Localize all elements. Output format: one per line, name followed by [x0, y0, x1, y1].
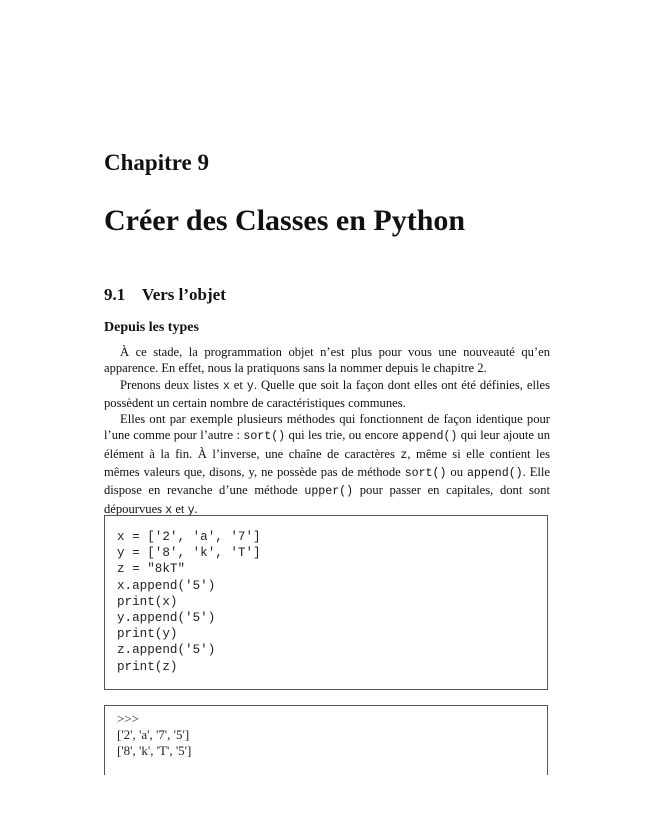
code-line: z.append('5')	[117, 643, 216, 658]
text-run: ou	[446, 465, 467, 480]
inline-code: upper()	[304, 485, 354, 499]
code-line: z = "8kT"	[117, 562, 186, 577]
text-run: et	[229, 377, 247, 392]
inline-code: y	[187, 503, 195, 517]
code-line: y = ['8', 'k', 'T']	[117, 546, 261, 561]
section-title: Vers l’objet	[142, 285, 226, 304]
inline-code: append()	[401, 430, 458, 444]
section-number: 9.1	[104, 285, 126, 304]
inline-code: y	[246, 379, 254, 393]
output-listing	[104, 705, 548, 775]
text-run: .	[194, 501, 198, 516]
code-line: x.append('5')	[117, 578, 216, 593]
inline-code: append()	[466, 467, 523, 481]
text-run: , ne possède pas de méthode	[254, 465, 405, 480]
section-heading	[104, 285, 226, 305]
output-line: ['8', 'k', 'T', '5']	[117, 743, 192, 758]
paragraph-2	[104, 377, 550, 412]
inline-code: x	[165, 503, 173, 517]
code-line: x = ['2', 'a', '7']	[117, 530, 261, 544]
text-run: Elles ont par exemple plusieurs méthodes qui fonctionnent de façon identique pour l’une comme pour l’autre :	[104, 412, 550, 443]
code-listing	[104, 515, 548, 690]
output-line: >>>	[117, 711, 139, 726]
text-run: y	[248, 465, 255, 480]
text-run: . Quelle que soit la façon dont elles ont été définies, elles possèdent un certain nombre de caractéristiques communes.	[104, 377, 550, 410]
subsection-heading: Depuis les types	[104, 320, 199, 335]
text-run: et	[172, 501, 188, 516]
output-line: ['2', 'a', '7', '5']	[117, 727, 190, 742]
paragraph-1: À ce stade, la programmation objet n’est plus pour vous une nouveauté qu’en apparence. En effet, nous la pratiquons sans la nommer depuis le chapitre 2.	[104, 345, 550, 376]
text-run: qui les trie, ou encore	[285, 428, 402, 443]
text-run: , même si elle contient les mêmes valeurs que, disons,	[104, 446, 550, 480]
code-line: print(x)	[117, 594, 178, 609]
inline-code: sort()	[243, 430, 286, 444]
paragraph-3	[104, 411, 550, 519]
code-line: print(y)	[117, 627, 178, 642]
inline-code: x	[222, 379, 230, 393]
text-run: pour passer en capitales, dont sont dépourvues	[104, 483, 550, 516]
chapter-title: Créer des Classes en Python	[104, 204, 466, 237]
inline-code: z	[400, 448, 408, 462]
text-run: . Elle dispose en revanche d’une méthode	[104, 465, 551, 498]
code-line: print(z)	[117, 659, 178, 674]
inline-code: sort()	[404, 467, 447, 481]
code-line: y.append('5')	[117, 611, 216, 626]
body-text	[104, 344, 550, 519]
chapter-label: Chapitre 9	[104, 150, 209, 175]
text-run: Prenons deux listes	[120, 377, 223, 392]
text-run: qui leur ajoute un élément à la fin. À l’inverse, une chaîne de caractères	[104, 428, 551, 461]
output-lines	[117, 711, 191, 759]
code-lines	[117, 529, 261, 675]
